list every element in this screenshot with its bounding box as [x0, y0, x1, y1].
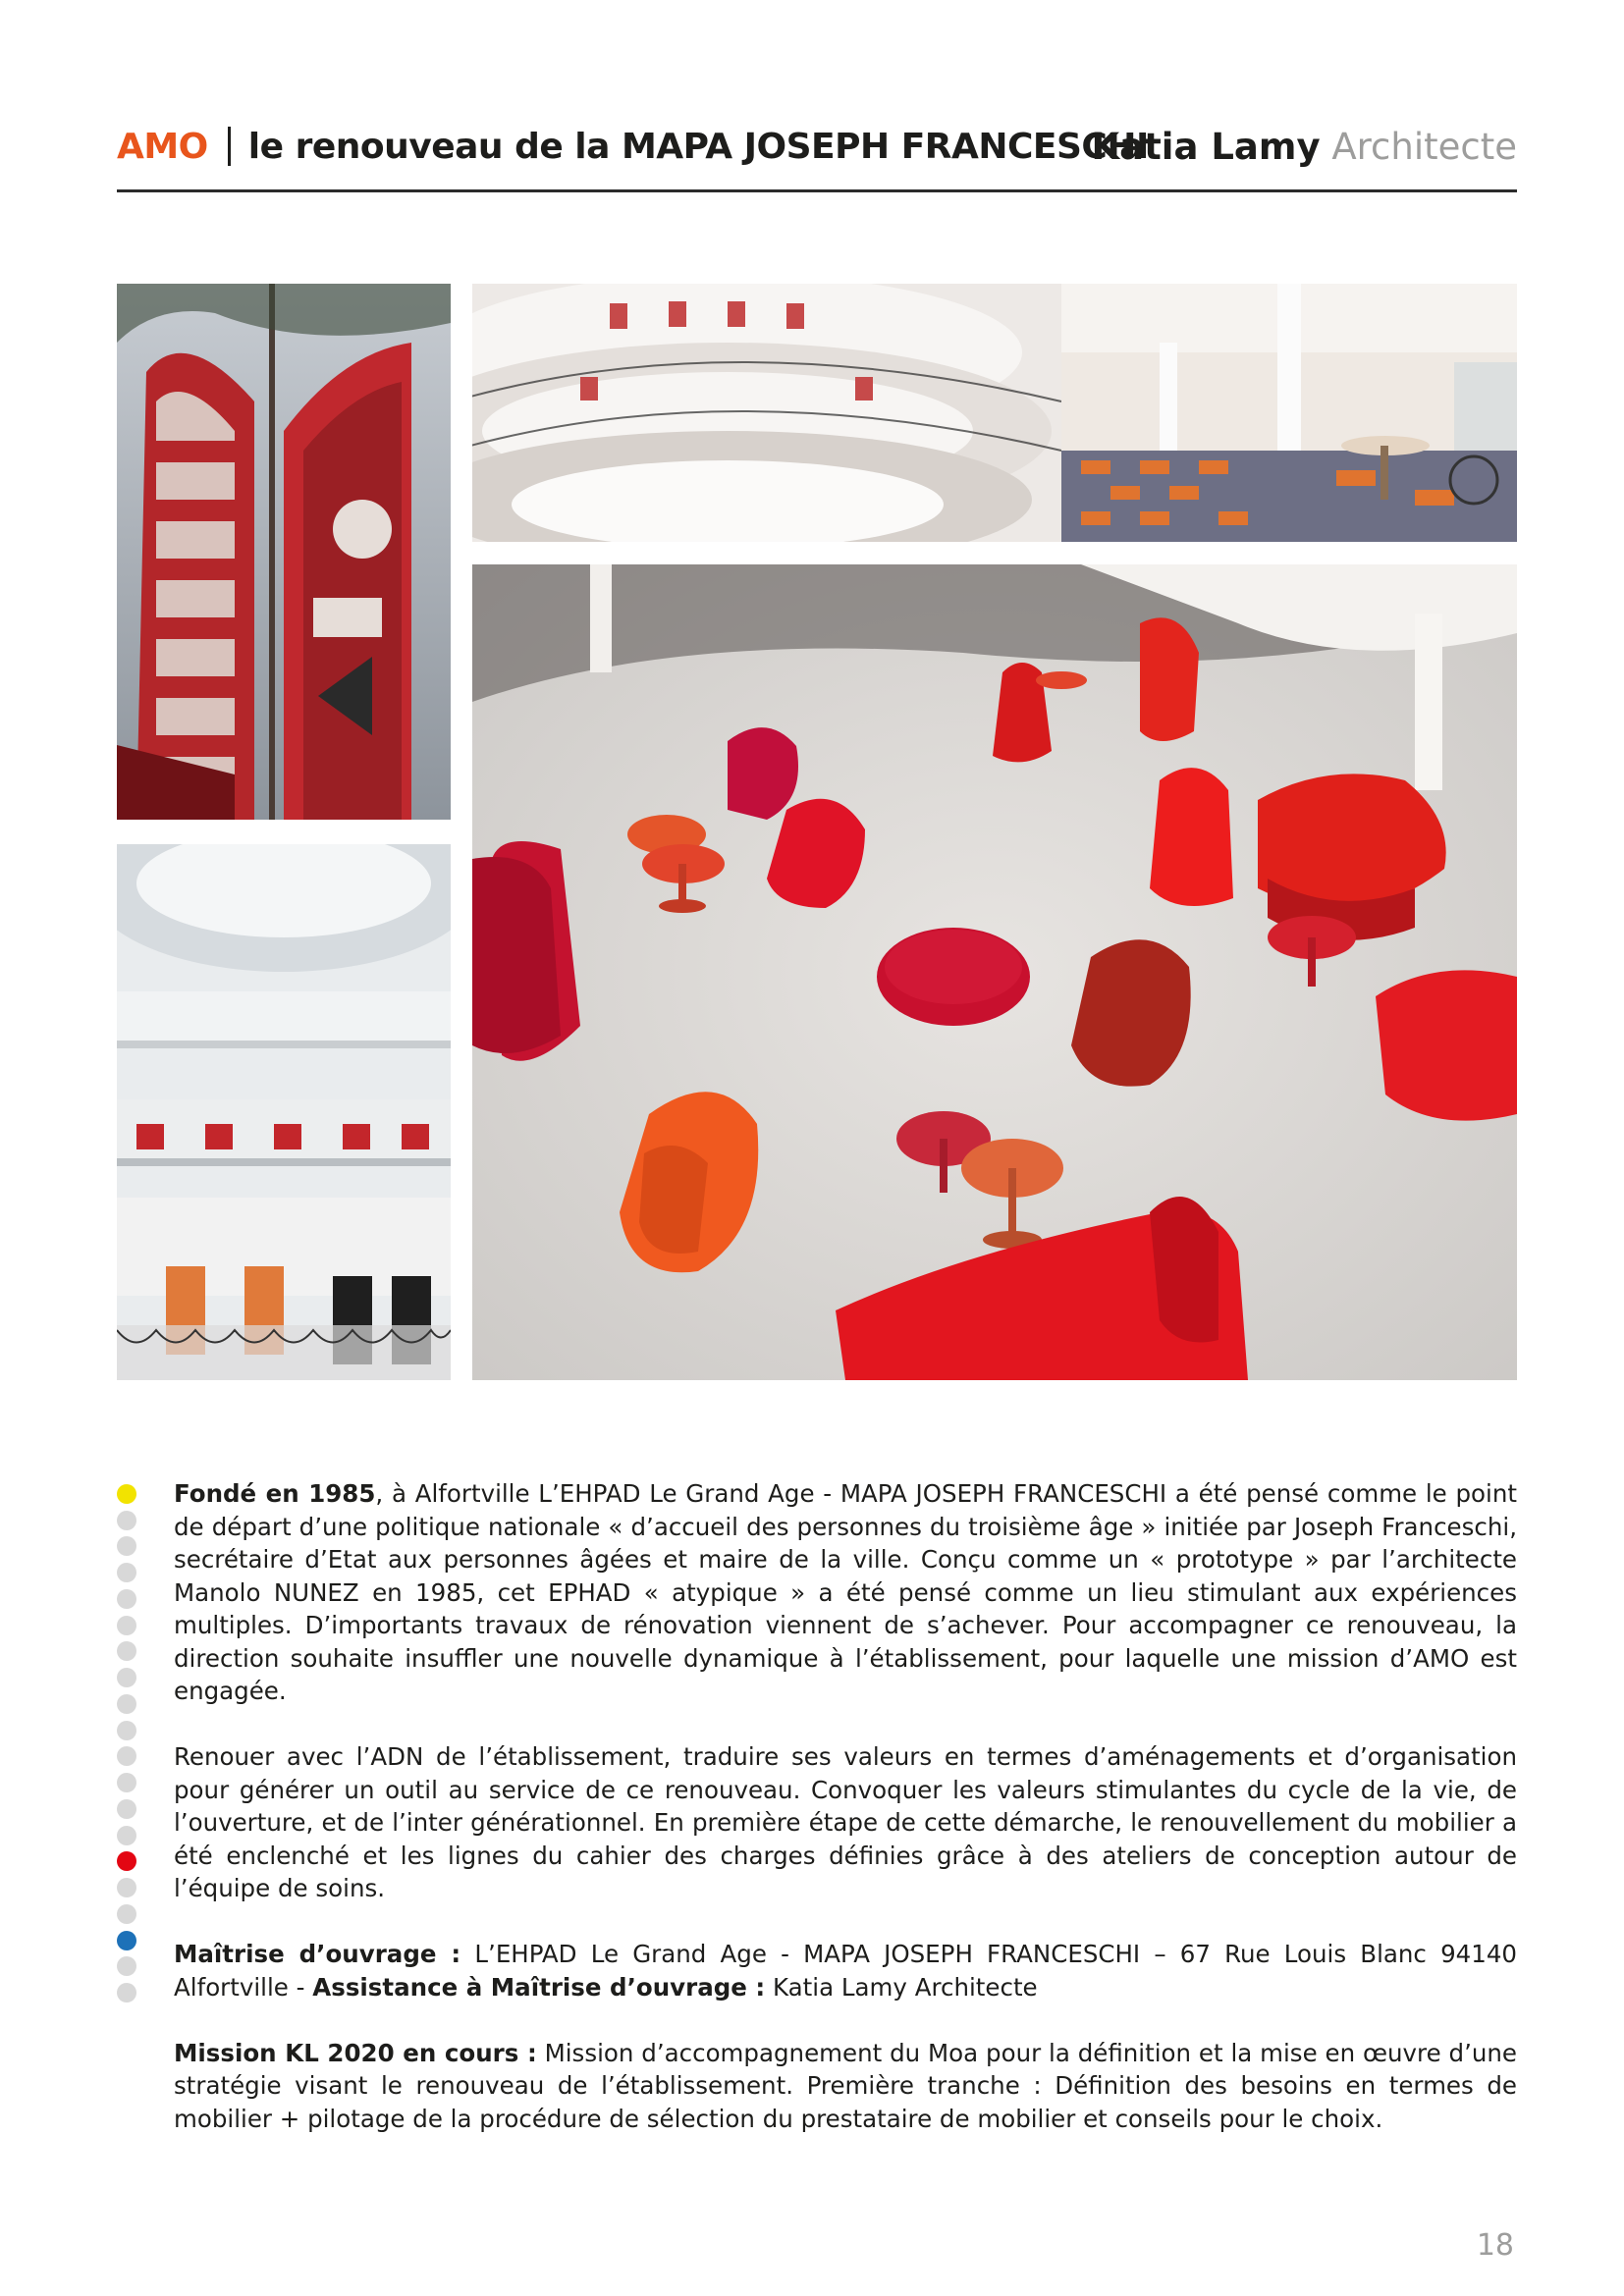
intro-text: , à Alfortville L’EHPAD Le Grand Age - MAPA JOSEPH FRANCESCHI a été pensé comme le point de départ d’une politique nationale « d’accueil des personnes du troisième âge » initiée par Joseph Franceschi, secrétaire d’Etat aux personnes âgées et maire de la ville. Conçu comme un « prototype » par l’architecte Manolo NUNEZ en 1985, cet EPHAD « atypique » a été pensé comme un lieu stimulant aux expériences multiples. D’importants travaux de rénovation viennent de s’achever. Pour accompagner ce renouveau, la direction souhaite insuffler une nouvelle dynamique à l’établissement, pour laquelle une mission d’AMO est engagée. — [174, 1479, 1517, 1705]
firm-role: Architecte — [1331, 126, 1517, 168]
photo-panorama-interior — [472, 284, 1517, 542]
assistance-label: Assistance à Maîtrise d’ouvrage : — [312, 1972, 766, 2002]
dot — [117, 1983, 136, 2002]
firm-name: Katia Lamy — [1091, 126, 1321, 168]
dot — [117, 1641, 136, 1661]
paragraph-mission — [174, 2037, 1517, 2136]
page-title: le renouveau de la MAPA JOSEPH FRANCESCHI — [247, 127, 1149, 167]
dot — [117, 1511, 136, 1530]
dot — [117, 1563, 136, 1582]
photo-atrium-balconies — [117, 844, 451, 1380]
dot — [117, 1904, 136, 1924]
dot-blue — [117, 1931, 136, 1950]
header-separator — [228, 127, 231, 166]
section-tag: AMO — [117, 127, 208, 167]
paragraph-gap — [174, 1905, 1517, 1939]
maitrise-label: Maîtrise d’ouvrage : — [174, 1940, 461, 1968]
dot — [117, 1616, 136, 1635]
mission-label: Mission KL 2020 en cours : — [174, 2038, 537, 2067]
dot — [117, 1668, 136, 1687]
paragraph-gap — [174, 2003, 1517, 2037]
paragraph-maitrise — [174, 1938, 1517, 2003]
paragraph-intro — [174, 1477, 1517, 1708]
page-header — [117, 118, 1517, 181]
dot — [117, 1799, 136, 1819]
dot — [117, 1694, 136, 1714]
page-number: 18 — [1476, 2228, 1514, 2263]
body-text — [174, 1477, 1517, 2135]
dot-red — [117, 1851, 136, 1871]
intro-lead: Fondé en 1985 — [174, 1479, 376, 1508]
photo-red-furniture — [472, 564, 1517, 1380]
bullet-dots — [117, 1477, 138, 2009]
paragraph-renouer: Renouer avec l’ADN de l’établissement, traduire ses valeurs en termes d’aménagements et d’organisation pour générer un outil au service de ce renouveau. Convoquer les valeurs stimulantes du cycle de la vie, de l’ouverture, et de l’inter générationnel. En première étape de cette démarche, le renouvellement du mobilier a été enclenché et les lignes du cahier des charges définies grâce à des ateliers de conception autour de l’équipe de soins. — [174, 1742, 1517, 1902]
header-right — [1091, 126, 1517, 169]
dot-yellow — [117, 1484, 136, 1504]
header-left — [117, 126, 1149, 169]
dot — [117, 1746, 136, 1766]
dot — [117, 1536, 136, 1556]
mission-text: Mission d’accompagnement du Moa pour la définition et la mise en œuvre d’une stratégie visant le renouveau de l’établissement. Première tranche : Définition des besoins en termes de mobilier + pilotage de la procédure de sélection du prestataire de mobilier et conseils pour le choix. — [174, 2038, 1517, 2133]
dot — [117, 1956, 136, 1976]
dot — [117, 1826, 136, 1845]
dot — [117, 1589, 136, 1609]
paragraph-gap — [174, 1708, 1517, 1741]
header-rule — [117, 189, 1517, 192]
photo-facade — [117, 284, 451, 820]
dot — [117, 1721, 136, 1740]
dot — [117, 1878, 136, 1897]
maitrise-value: L’EHPAD Le Grand Age - MAPA JOSEPH FRANCESCHI – 67 Rue Louis Blanc 94140 Alfortville - — [174, 1940, 1518, 2002]
dot — [117, 1773, 136, 1792]
assistance-value: Katia Lamy Architecte — [765, 1972, 1038, 2002]
